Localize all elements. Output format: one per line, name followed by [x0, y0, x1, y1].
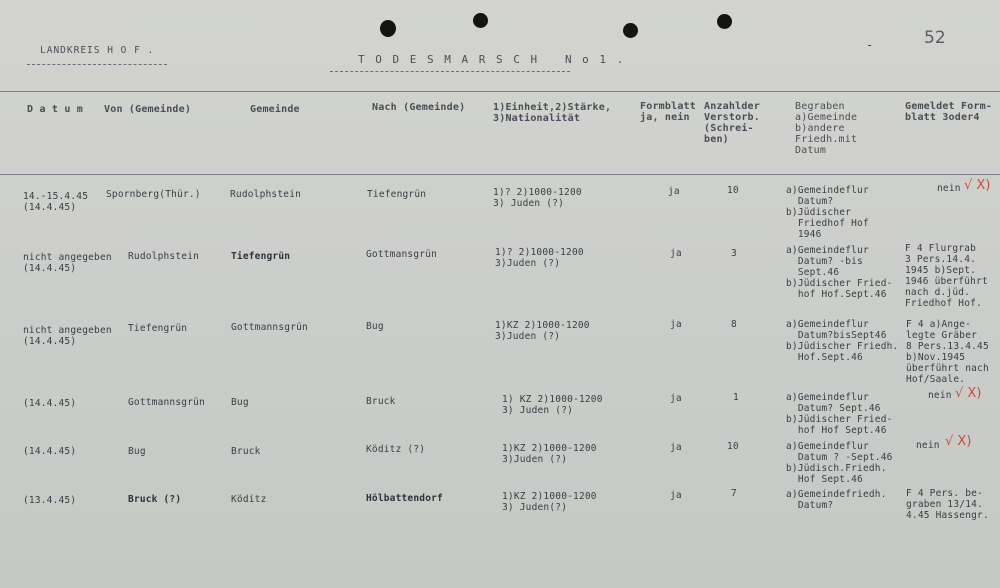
district-underline: [27, 64, 167, 65]
column-header-von: Von (Gemeinde): [104, 104, 192, 115]
cell-formblatt: ja: [670, 319, 682, 330]
column-header-datum: D a t u m: [27, 104, 83, 115]
district-label: LANDKREIS H O F .: [40, 45, 155, 56]
column-header-nach: Nach (Gemeinde): [372, 102, 466, 113]
cell-nach: Gottmansgrün: [366, 249, 438, 260]
cell-gemeldet: F 4 Pers. be- graben 13/14. 4.45 Hassengr.: [906, 488, 989, 521]
cell-nach: Tiefengrün: [367, 189, 427, 200]
cell-formblatt: ja: [668, 186, 680, 197]
cell-gemeldet: nein: [928, 390, 952, 401]
cell-gemeinde: Tiefengrün: [231, 251, 291, 262]
cell-von: Tiefengrün: [128, 323, 188, 334]
cell-anzahl: 1: [733, 392, 739, 403]
column-header-gemeldet: Gemeldet Form- blatt 3oder4: [905, 101, 993, 123]
punch-hole-3: [623, 23, 638, 38]
title-underline: [330, 71, 570, 72]
cell-begraben: a)Gemeindeflur Datum? -bis Sept.46 b)Jüdischer Fried- hof Hof.Sept.46: [786, 245, 893, 300]
cell-begraben: a)Gemeindeflur Datum?bisSept46 b)Jüdischer Friedh. Hof.Sept.46: [786, 319, 899, 363]
cell-gemeinde: Bruck: [231, 446, 261, 457]
cell-anzahl: 7: [731, 488, 737, 499]
cell-formblatt: ja: [670, 248, 682, 259]
pencil-check-annotation: √ X): [955, 386, 982, 401]
cell-anzahl: 10: [727, 441, 739, 452]
cell-gemeldet: F 4 Flurgrab 3 Pers.14.4. 1945 b)Sept. 1946 überführt nach d.jüd. Friedhof Hof.: [905, 243, 988, 309]
cell-formblatt: ja: [670, 490, 682, 501]
header-top-rule: [0, 91, 1000, 92]
cell-gemeinde: Rudolphstein: [230, 189, 302, 200]
cell-einheit: 1) KZ 2)1000-1200 3) Juden (?): [502, 394, 603, 416]
page-number: 52: [924, 28, 946, 48]
cell-begraben: a)Gemeindeflur Datum? b)Jüdischer Friedhof Hof 1946: [786, 185, 869, 240]
cell-gemeldet: nein: [916, 440, 940, 451]
dash-mark: -: [866, 38, 874, 52]
column-header-einheit: 1)Einheit,2)Stärke, 3)Nationalität: [493, 102, 612, 124]
header-bottom-rule: [0, 174, 1000, 175]
cell-datum: nicht angegeben (14.4.45): [23, 325, 112, 347]
cell-formblatt: ja: [670, 393, 682, 404]
cell-von: Spornberg(Thür.): [106, 189, 201, 200]
cell-von: Bug: [128, 446, 146, 457]
cell-datum: (13.4.45): [23, 495, 77, 506]
pencil-check-annotation: √ X): [945, 434, 972, 449]
cell-nach: Bruck: [366, 396, 396, 407]
cell-gemeldet: nein: [937, 183, 961, 194]
column-header-begraben: Begraben a)Gemeinde b)andere Friedh.mit Datum: [795, 101, 858, 156]
cell-einheit: 1)KZ 2)1000-1200 3) Juden(?): [502, 491, 597, 513]
punch-hole-1: [380, 20, 396, 37]
cell-gemeldet: F 4 a)Ange- legte Gräber 8 Pers.13.4.45 b)Nov.1945 überführt nach Hof/Saale.: [906, 319, 989, 385]
cell-nach: Bug: [366, 321, 384, 332]
cell-von: Gottmannsgrün: [128, 397, 205, 408]
cell-begraben: a)Gemeindeflur Datum? Sept.46 b)Jüdischer Fried- hof Hof Sept.46: [786, 392, 893, 436]
cell-anzahl: 10: [727, 185, 739, 196]
cell-nach: Hölbattendorf: [366, 493, 443, 504]
cell-begraben: a)Gemeindefriedh. Datum?: [786, 489, 887, 511]
cell-datum: (14.4.45): [23, 398, 77, 409]
column-header-gemeinde: Gemeinde: [250, 104, 300, 115]
column-header-formblatt: Formblatt ja, nein: [640, 101, 696, 123]
cell-gemeinde: Bug: [231, 397, 249, 408]
cell-datum: (14.4.45): [23, 446, 77, 457]
cell-datum: nicht angegeben (14.4.45): [23, 252, 112, 274]
cell-einheit: 1)? 2)1000-1200 3)Juden (?): [495, 247, 584, 269]
cell-datum: 14.-15.4.45 (14.4.45): [23, 191, 89, 213]
cell-von: Bruck (?): [128, 494, 182, 505]
cell-begraben: a)Gemeindeflur Datum ? -Sept.46 b)Jüdisch.Friedh. Hof Sept.46: [786, 441, 893, 485]
punch-hole-4: [717, 14, 732, 29]
cell-nach: Köditz (?): [366, 444, 426, 455]
document-title: T O D E S M A R S C H N o 1 .: [358, 53, 626, 66]
cell-von: Rudolphstein: [128, 251, 200, 262]
cell-einheit: 1)KZ 2)1000-1200 3)Juden (?): [495, 320, 590, 342]
cell-gemeinde: Gottmannsgrün: [231, 322, 308, 333]
cell-einheit: 1)? 2)1000-1200 3) Juden (?): [493, 187, 582, 209]
cell-anzahl: 8: [731, 319, 737, 330]
cell-formblatt: ja: [670, 442, 682, 453]
column-header-anzahl: Anzahlder Verstorb. (Schrei- ben): [704, 101, 760, 145]
punch-hole-2: [473, 13, 488, 28]
cell-anzahl: 3: [731, 248, 737, 259]
cell-gemeinde: Köditz: [231, 494, 267, 505]
pencil-check-annotation: √ X): [964, 178, 991, 193]
cell-einheit: 1)KZ 2)1000-1200 3)Juden (?): [502, 443, 597, 465]
